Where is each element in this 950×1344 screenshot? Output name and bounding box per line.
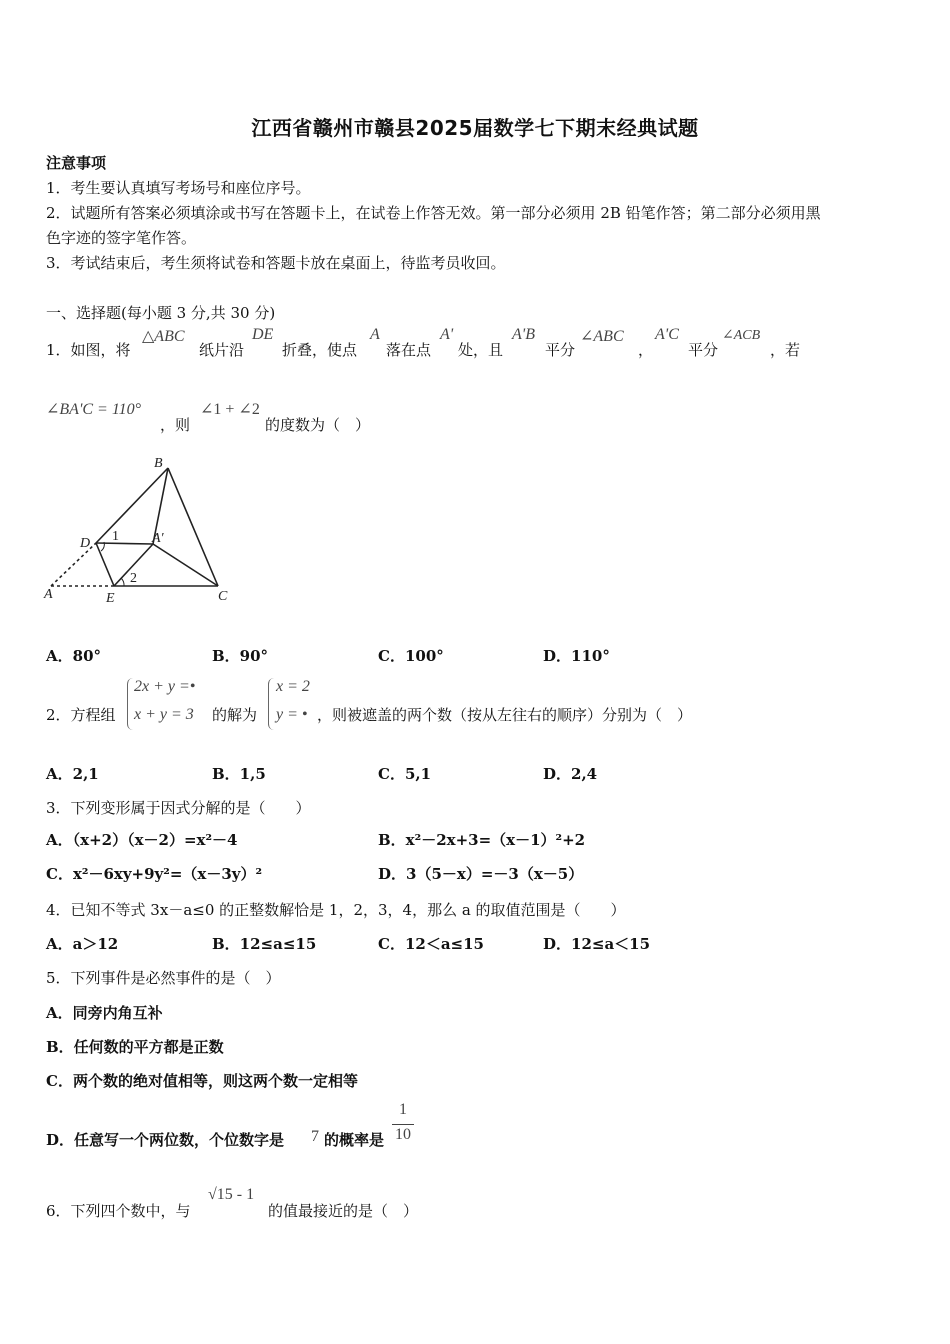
q1-math-apc: A'C — [655, 326, 679, 343]
q6-math-expression: √15 - 1 — [208, 1186, 255, 1203]
q3-option-a[interactable]: A．（x+2）（x－2）=x²－4 — [46, 831, 238, 849]
q2-text-1: 的解为 — [212, 706, 258, 724]
q1-text-10: 的度数为（ ） — [265, 416, 371, 434]
q1-math-de: DE — [252, 326, 274, 343]
edge-de — [96, 543, 114, 586]
label-a: A — [44, 587, 53, 602]
q1-text-8: ，若 — [770, 341, 801, 359]
q1-text-3: 落在点 — [386, 341, 432, 359]
q6-stem-prefix: 6．下列四个数中，与 — [46, 1202, 191, 1220]
notice-item-3: 3．考试结束后，考生须将试卷和答题卡放在桌面上，待监考员收回。 — [46, 254, 506, 272]
q5-fraction-bar — [392, 1124, 414, 1125]
q1-math-a: A — [370, 326, 380, 343]
page-title: 江西省赣州市赣县2025届数学七下期末经典试题 — [251, 116, 699, 140]
notice-item-2-cont: 色字迹的签字笔作答。 — [46, 229, 197, 247]
notice-item-1: 1．考生要认真填写考场号和座位序号。 — [46, 179, 311, 197]
label-e: E — [106, 591, 115, 606]
q5-option-c[interactable]: C．两个数的绝对值相等，则这两个数一定相等 — [46, 1072, 358, 1090]
label-b: B — [154, 456, 163, 471]
q1-option-a[interactable]: A．80° — [46, 647, 102, 665]
q1-text-7: 平分 — [688, 341, 719, 359]
q1-text-5: 平分 — [545, 341, 576, 359]
q5-option-d-text: 的概率是 — [324, 1131, 385, 1149]
q2-system-1-brace — [127, 678, 134, 730]
q1-text-2: 折叠，使点 — [282, 341, 358, 359]
q5-option-b[interactable]: B．任何数的平方都是正数 — [46, 1038, 224, 1056]
q4-option-b[interactable]: B．12≤a≤15 — [212, 935, 317, 953]
label-angle-1: 1 — [112, 529, 119, 544]
q1-text-9: ，则 — [160, 416, 191, 434]
q1-option-d[interactable]: D．110° — [543, 647, 610, 665]
q3-option-d[interactable]: D．3（5－x）=－3（x－5） — [378, 865, 584, 883]
q2-text-2: ，则被遮盖的两个数（按从左往右的顺序）分别为（ ） — [317, 706, 693, 724]
q1-math-apb: A'B — [512, 326, 535, 343]
q2-option-b[interactable]: B．1,5 — [212, 765, 266, 783]
q1-text-6: ， — [638, 341, 654, 359]
q1-math-abc-angle: ∠ABC — [580, 328, 624, 345]
q1-text-1: 纸片沿 — [199, 341, 245, 359]
q2-system-1-line-1: 2x + y =• — [134, 678, 196, 695]
q3-option-c[interactable]: C．x²－6xy+9y²=（x－3y）² — [46, 865, 263, 883]
q5-option-d-math: 7 — [311, 1128, 319, 1145]
q1-math-sum: ∠1 + ∠2 — [200, 401, 260, 418]
label-a-prime: A′ — [152, 531, 164, 546]
q2-number: 2．方程组 — [46, 706, 116, 724]
q1-math-acb-angle: ∠ACB — [722, 328, 761, 343]
q4-option-d[interactable]: D．12≤a＜15 — [543, 935, 651, 953]
notice-heading: 注意事项 — [46, 154, 107, 172]
q6-stem-suffix: 的值最接近的是（ ） — [268, 1202, 419, 1220]
label-c: C — [218, 589, 228, 604]
q1-option-b[interactable]: B．90° — [212, 647, 269, 665]
q2-option-a[interactable]: A．2,1 — [46, 765, 99, 783]
notice-item-2: 2．试题所有答案必须填涂或书写在答题卡上，在试卷上作答无效。第一部分必须用 2B 铅笔作答；第二部分必须用黑 — [46, 204, 821, 222]
label-angle-2: 2 — [130, 571, 137, 586]
q2-option-c[interactable]: C．5,1 — [378, 765, 432, 783]
q5-option-d[interactable]: D．任意写一个两位数，个位数字是 — [46, 1131, 285, 1149]
q1-math-triangle: △ABC — [142, 328, 185, 345]
q4-option-c[interactable]: C．12＜a≤15 — [378, 935, 484, 953]
q1-triangle-figure — [40, 452, 240, 612]
q5-fraction-denominator: 10 — [395, 1126, 411, 1143]
q1-option-c[interactable]: C．100° — [378, 647, 444, 665]
q2-system-2-line-2: y = • — [276, 706, 308, 723]
q2-system-2-line-1: x = 2 — [276, 678, 310, 695]
q1-number: 1．如图，将 — [46, 341, 131, 359]
q5-fraction-numerator: 1 — [399, 1101, 407, 1118]
q1-text-4: 处，且 — [458, 341, 504, 359]
q2-system-2-brace — [268, 678, 275, 730]
section-heading: 一、选择题(每小题 3 分,共 30 分) — [46, 304, 276, 322]
q5-option-a[interactable]: A．同旁内角互补 — [46, 1004, 163, 1022]
angle-2-arc — [121, 578, 124, 586]
edge-bc — [168, 468, 218, 586]
q1-math-aprime: A' — [440, 326, 454, 343]
q2-option-d[interactable]: D．2,4 — [543, 765, 598, 783]
q2-system-1-line-2: x + y = 3 — [134, 706, 194, 723]
q1-math-condition: ∠BA'C = 110° — [46, 401, 142, 418]
q3-option-b[interactable]: B．x²－2x+3=（x－1）²+2 — [378, 831, 586, 849]
label-d: D — [80, 536, 91, 551]
q3-stem: 3．下列变形属于因式分解的是（ ） — [46, 799, 311, 817]
q4-stem: 4．已知不等式 3x－a≤0 的正整数解恰是 1，2，3，4，那么 a 的取值范围是（ ） — [46, 901, 626, 919]
q4-option-a[interactable]: A．a＞12 — [46, 935, 119, 953]
q5-stem: 5．下列事件是必然事件的是（ ） — [46, 969, 281, 987]
